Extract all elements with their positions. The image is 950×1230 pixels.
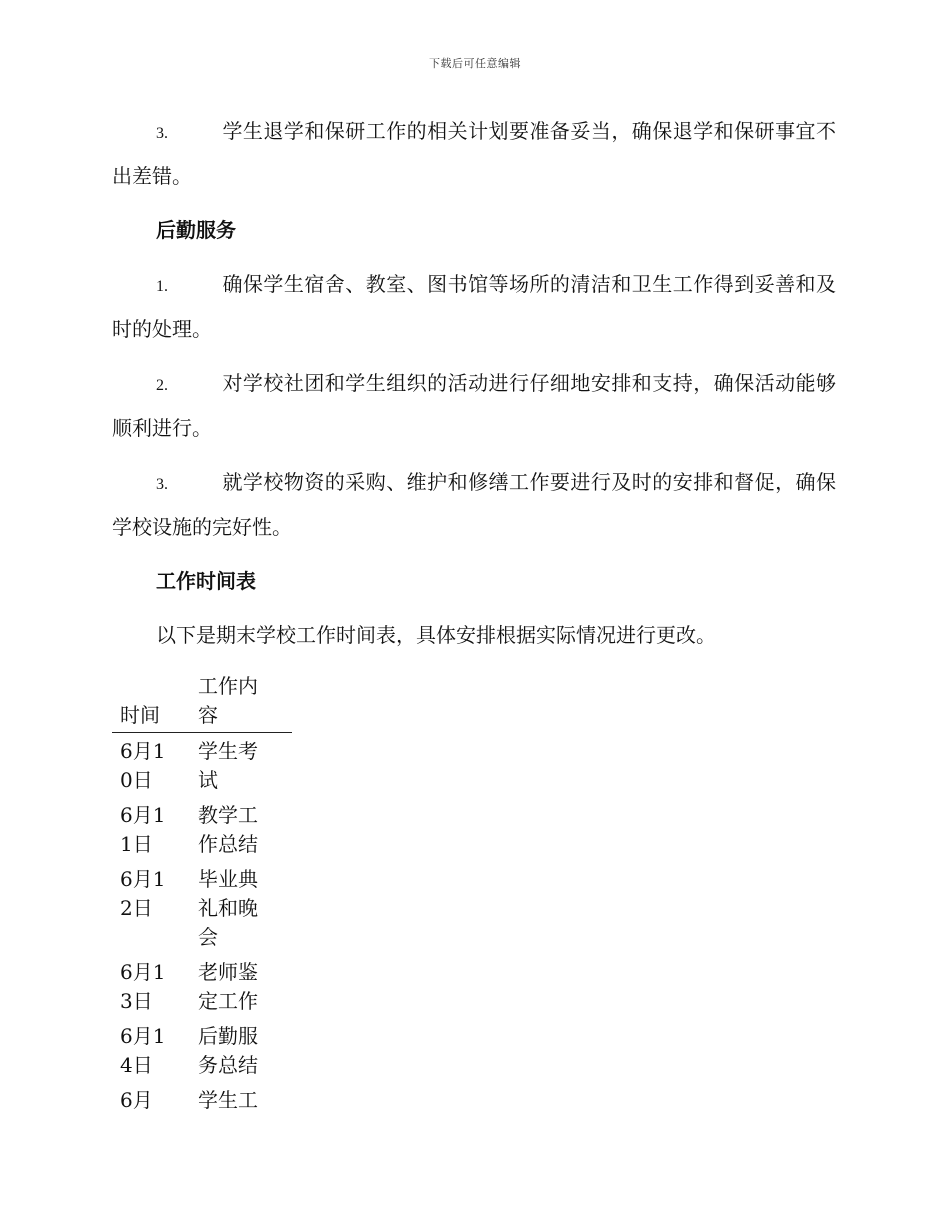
cell-time: 6月13日 [120,960,166,1013]
list-item-logistics-2 [112,362,836,449]
schedule-table [112,672,292,1117]
list-number: 3. [156,125,168,142]
cell-time: 6月12日 [120,867,166,920]
section-heading-logistics: 后勤服务 [156,218,236,242]
list-text: 确保学生宿舍、教室、图书馆等场所的清洁和卫生工作得到妥善和及时的处理。 [112,272,836,341]
cell-content: 学生工 [198,1088,258,1112]
section-heading-schedule: 工作时间表 [156,569,256,593]
document-body [112,110,836,1117]
list-text: 就学校物资的采购、维护和修缮工作要进行及时的安排和督促，确保学校设施的完好性。 [112,470,836,539]
table-row [112,733,292,798]
column-header-content: 工作内容 [198,672,292,733]
page-header-note: 下载后可任意编辑 [429,57,521,70]
list-number: 1. [156,278,168,295]
table-row [112,797,292,861]
table-row [112,954,292,1018]
cell-time: 6月14日 [120,1024,166,1077]
list-item-prev-3 [112,110,836,197]
table-row [112,861,292,954]
column-header-time: 时间 [112,672,198,733]
list-item-logistics-3 [112,461,836,548]
list-text: 对学校社团和学生组织的活动进行仔细地安排和支持，确保活动能够顺利进行。 [112,371,836,440]
cell-content: 老师鉴定工作 [198,960,258,1013]
cell-content: 后勤服务总结 [198,1024,258,1077]
cell-time: 6月10日 [120,739,166,792]
cell-content: 毕业典礼和晚会 [198,867,258,949]
list-number: 3. [156,476,168,493]
list-text: 学生退学和保研工作的相关计划要准备妥当，确保退学和保研事宜不出差错。 [112,119,836,188]
cell-time: 6月11日 [120,803,166,856]
cell-content: 教学工作总结 [198,803,258,856]
list-number: 2. [156,377,168,394]
cell-time: 6月 [120,1088,153,1112]
table-row [112,1082,292,1117]
cell-content: 学生考试 [198,739,258,792]
table-header-row [112,672,292,733]
table-row [112,1018,292,1082]
schedule-intro: 以下是期末学校工作时间表，具体安排根据实际情况进行更改。 [156,623,716,647]
list-item-logistics-1 [112,263,836,350]
